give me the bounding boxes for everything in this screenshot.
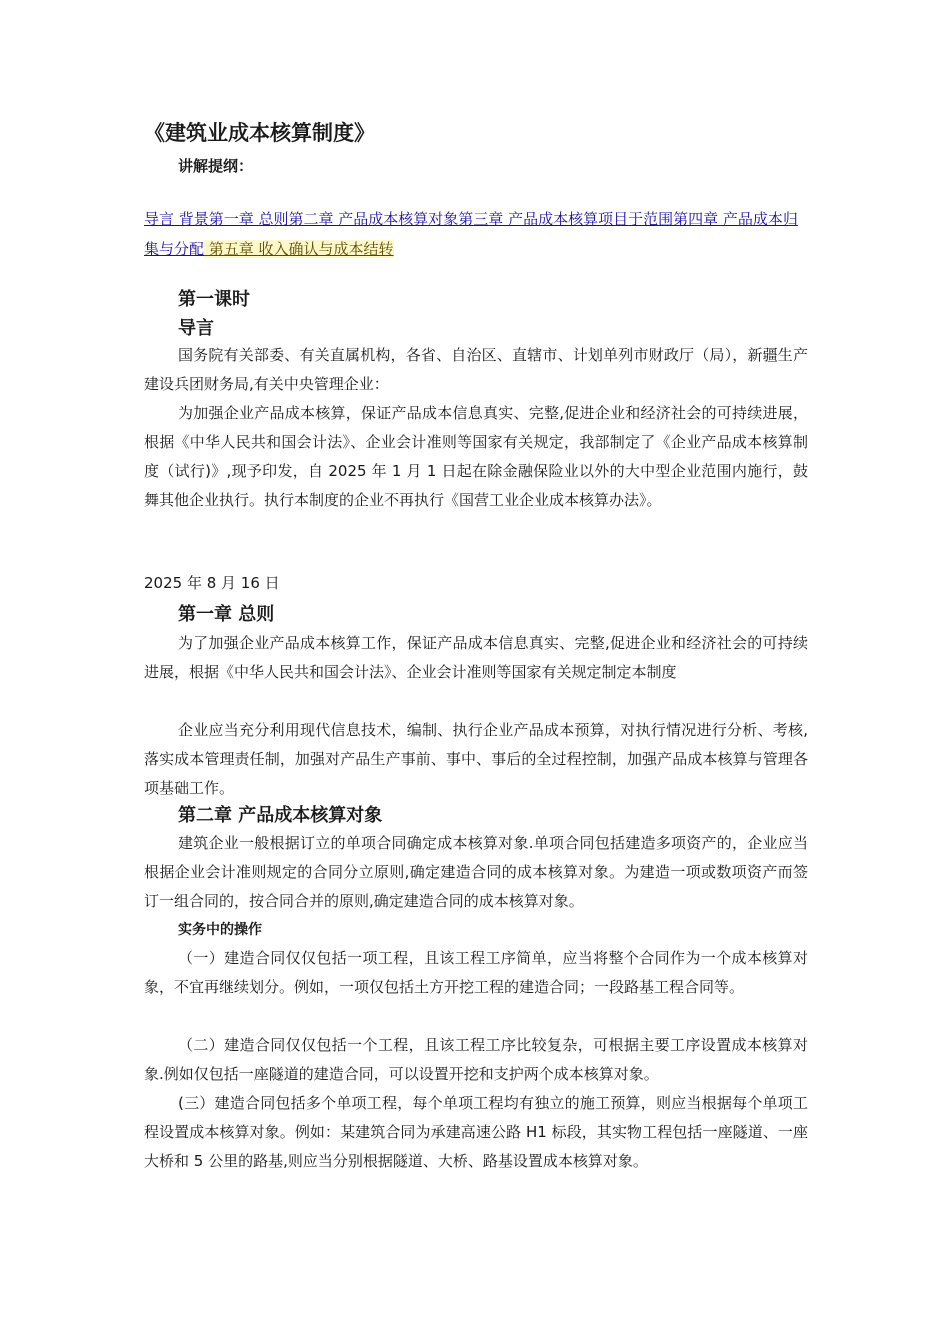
chapter-1-paragraph-1: 为了加强企业产品成本核算工作，保证产品成本信息真实、完整,促进企业和经济社会的可持续进展，根据《中华人民共和国会计法》、企业会计准则等国家有关规定制定本制度 [144, 634, 808, 681]
practice-item-1: （一）建造合同仅仅包括一项工程，且该工程工序简单，应当将整个合同作为一个成本核算对象，不宜再继续划分。例如，一项仅包括土方开挖工程的建造合同；一段路基工程合同等。 [144, 949, 808, 996]
chapter-1-paragraph-2: 企业应当充分利用现代信息技术，编制、执行企业产品成本预算，对执行情况进行分析、考核,落实成本管理责任制，加强对产品生产事前、事中、事后的全过程控制，加强产品成本核算与管理各项基础工作。 [144, 721, 808, 797]
intro-paragraph-2: 为加强企业产品成本核算，保证产品成本信息真实、完整,促进企业和经济社会的可持续进展，根据《中华人民共和国会计法》、企业会计准则等国家有关规定，我部制定了《企业产品成本核算制度（试行)》,现予印发，自 2025 年 1 月 1 日起在除金融保险业以外的大中型企业范围内施行，鼓舞其他企业执行。执行本制度的企业不再执行《国营工业企业成本核算办法》。 [144, 404, 808, 509]
toc-link[interactable]: 导言 背景第一章 总则第二章 产品成本核算对象第三章 产品成本核算项目于范围第四章 产品成本归集与分配 [144, 210, 798, 258]
document-title: 《建筑业成本核算制度》 [144, 121, 375, 145]
outline-label: 讲解提纲： [178, 157, 254, 175]
intro-heading: 导言 [178, 318, 214, 339]
lesson-heading: 第一课时 [178, 289, 250, 310]
intro-paragraph-1: 国务院有关部委、有关直属机构，各省、自治区、直辖市、计划单列市财政厅（局），新疆生产建设兵团财务局,有关中央管理企业： [144, 346, 808, 393]
practice-heading: 实务中的操作 [178, 922, 262, 938]
chapter-1-heading: 第一章 总则 [178, 604, 275, 625]
table-of-contents [144, 204, 808, 264]
chapter-2-heading: 第二章 产品成本核算对象 [178, 805, 383, 826]
chapter-2-paragraph-1: 建筑企业一般根据订立的单项合同确定成本核算对象.单项合同包括建造多项资产的，企业应当根据企业会计准则规定的合同分立原则,确定建造合同的成本核算对象。为建造一项或数项资产而签订一组合同的，按合同合并的原则,确定建造合同的成本核算对象。 [144, 834, 808, 910]
toc-link-highlighted[interactable]: 第五章 收入确认与成本结转 [204, 240, 394, 258]
date-line: 2025 年 8 月 16 日 [144, 574, 280, 592]
practice-item-2: （二）建造合同仅仅包括一个工程，且该工程工序比较复杂，可根据主要工序设置成本核算对象.例如仅包括一座隧道的建造合同，可以设置开挖和支护两个成本核算对象。 [144, 1036, 808, 1083]
practice-item-3: (三）建造合同包括多个单项工程，每个单项工程均有独立的施工预算，则应当根据每个单项工程设置成本核算对象。例如：某建筑合同为承建高速公路 H1 标段，其实物工程包括一座隧道、一座大桥和 5 公里的路基,则应当分别根据隧道、大桥、路基设置成本核算对象。 [144, 1094, 808, 1170]
